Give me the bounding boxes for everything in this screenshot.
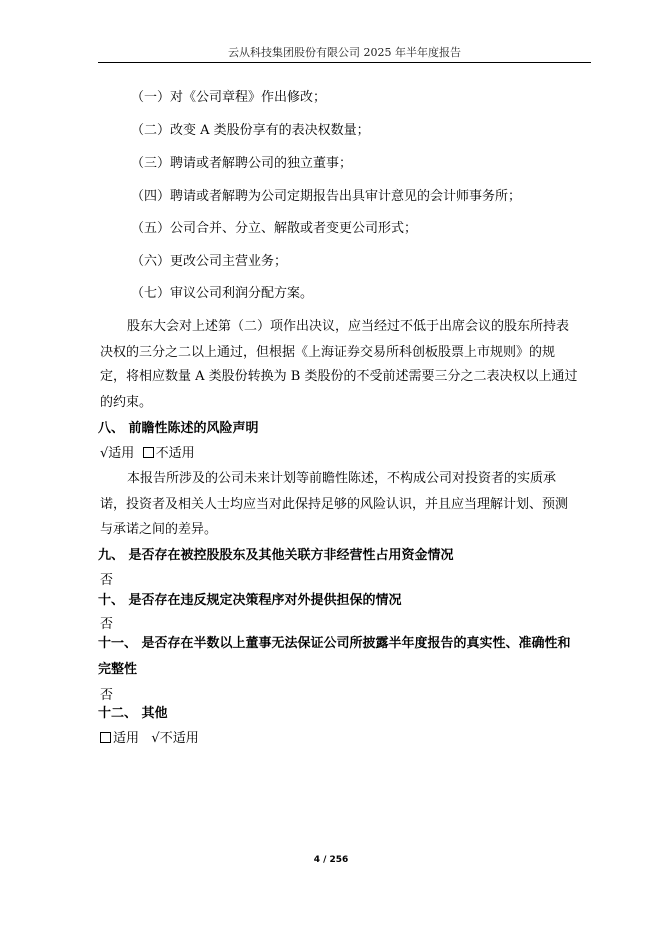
section-heading: 十二、 其他: [98, 706, 168, 721]
option-applicable: 适用: [108, 446, 135, 461]
list-item: （一）对《公司章程》作出修改；: [131, 90, 327, 105]
header-title: 云从科技集团股份有限公司 2025 年半年度报告: [228, 46, 461, 59]
page-number: 4 / 256: [313, 855, 349, 865]
paragraph-line: 与承诺之间的差异。: [100, 522, 218, 537]
paragraph-line: 决权的三分之二以上通过，但根据《上海证券交易所科创板股票上市规则》的规: [100, 345, 556, 360]
applicability-options: [100, 727, 199, 746]
paragraph-line: 诺，投资者及相关人士均应当对此保持足够的风险认识，并且应当理解计划、预测: [100, 497, 569, 512]
section-heading-continued: 完整性: [98, 662, 138, 677]
option-applicable: 适用: [113, 731, 140, 746]
list-item: （七）审议公司利润分配方案。: [131, 286, 314, 301]
applicability-options: [100, 442, 195, 461]
checkbox-icon: [100, 732, 111, 743]
section-answer: 否: [100, 688, 114, 703]
checkbox-icon: [143, 447, 154, 458]
check-mark-icon: √: [100, 446, 109, 461]
paragraph-line: 本报告所涉及的公司未来计划等前瞻性陈述，不构成公司对投资者的实质承: [127, 471, 557, 486]
paragraph-line: 的约束。: [100, 395, 153, 410]
header-divider: [98, 62, 591, 63]
list-item: （六）更改公司主营业务；: [131, 254, 288, 269]
option-not-applicable: 不适用: [155, 446, 195, 461]
list-item: （三）聘请或者解聘公司的独立董事；: [131, 156, 353, 171]
section-heading: 八、 前瞻性陈述的风险声明: [98, 421, 259, 436]
section-heading: 九、 是否存在被控股股东及其他关联方非经营性占用资金情况: [98, 548, 454, 563]
list-item: （二）改变 A 类股份享有的表决权数量；: [131, 123, 370, 138]
section-answer: 否: [100, 617, 114, 632]
paragraph-line: 定，将相应数量 A 类股份转换为 B 类股份的不受前述需要三分之二表决权以上通过: [100, 369, 578, 384]
list-item: （五）公司合并、分立、解散或者变更公司形式；: [131, 221, 418, 236]
list-item: （四）聘请或者解聘为公司定期报告出具审计意见的会计师事务所；: [131, 189, 522, 204]
paragraph-line: 股东大会对上述第（二）项作出决议，应当经过不低于出席会议的股东所持表: [127, 319, 570, 334]
section-heading: 十、 是否存在违反规定决策程序对外提供担保的情况: [98, 593, 402, 608]
section-heading: 十一、 是否存在半数以上董事无法保证公司所披露半年度报告的真实性、准确性和: [98, 636, 571, 651]
check-mark-icon: √: [151, 731, 160, 746]
section-answer: 否: [100, 573, 114, 588]
option-not-applicable: 不适用: [159, 731, 199, 746]
